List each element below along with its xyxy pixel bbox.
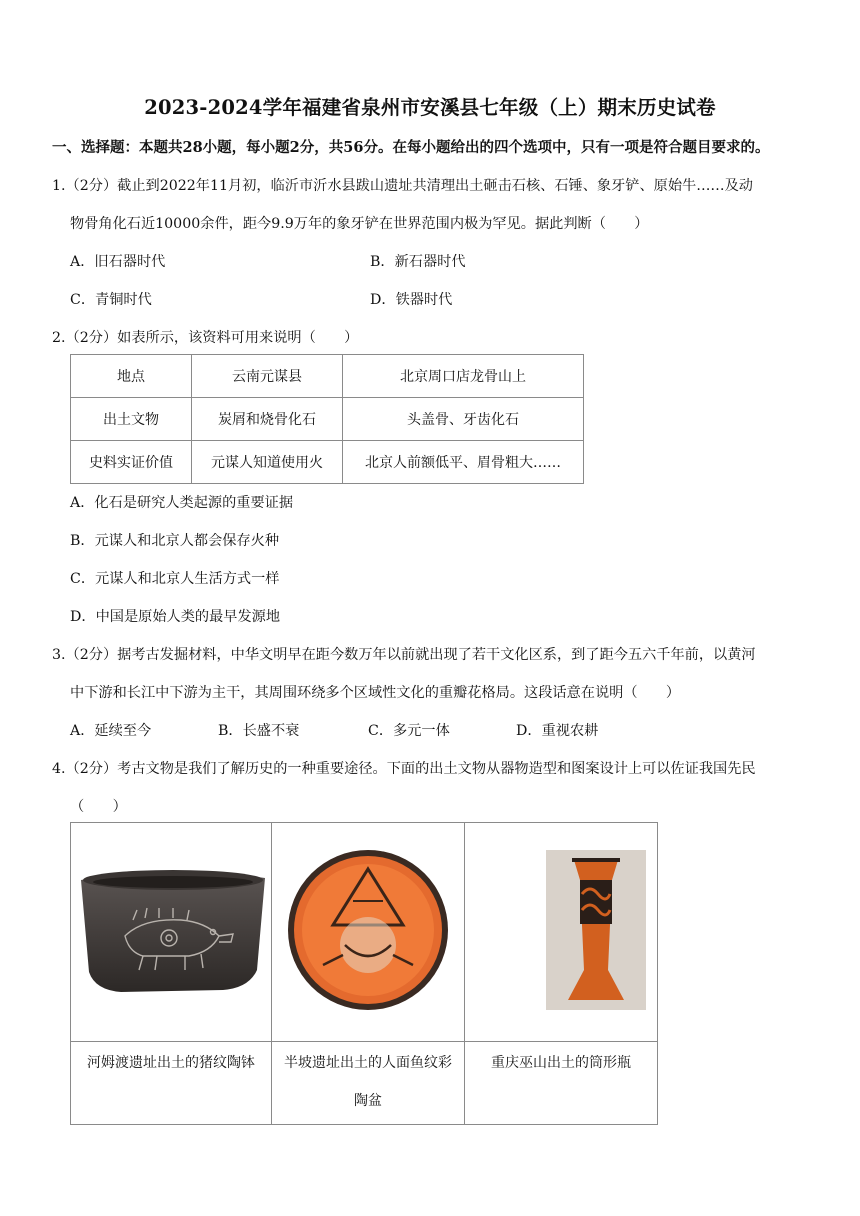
table-row bbox=[71, 355, 584, 398]
table-cell: 出土文物 bbox=[71, 398, 192, 441]
table-cell: 地点 bbox=[71, 355, 192, 398]
q1-option-c: C．青铜时代 bbox=[70, 292, 152, 308]
q3-option-a: A．延续至今 bbox=[70, 723, 152, 739]
table-cell bbox=[272, 823, 465, 1042]
q4-stem-line2: （ ） bbox=[70, 799, 127, 815]
table-cell: 炭屑和烧骨化石 bbox=[192, 398, 343, 441]
table-cell bbox=[71, 823, 272, 1042]
q4-stem-line1: 4.（2分）考古文物是我们了解历史的一种重要途径。下面的出土文物从器物造型和图案设计上可以佐证我国先民 bbox=[52, 761, 756, 777]
q3-stem-line2: 中下游和长江中下游为主干，其周围环绕多个区域性文化的重瓣花格局。这段话意在说明（ ） bbox=[70, 685, 681, 701]
q1-stem-line2: 物骨角化石近10000余件，距今9.9万年的象牙铲在世界范围内极为罕见。据此判断（ ） bbox=[70, 216, 649, 232]
q3-option-c: C．多元一体 bbox=[368, 723, 450, 739]
artifact-caption-3: 重庆巫山出土的筒形瓶 bbox=[491, 1055, 631, 1071]
artifact-caption-2: 半坡遗址出土的人面鱼纹彩 bbox=[284, 1055, 452, 1071]
q1-option-a: A．旧石器时代 bbox=[70, 254, 166, 270]
table-cell: 北京人前额低平、眉骨粗大…… bbox=[343, 441, 584, 484]
q2-stem: 2.（2分）如表所示，该资料可用来说明（ ） bbox=[52, 330, 359, 346]
pig-pattern-bowl-image bbox=[73, 860, 269, 1000]
q1-option-d: D．铁器时代 bbox=[370, 292, 453, 308]
q3-option-d: D．重视农耕 bbox=[516, 723, 599, 739]
section-heading: 一、选择题：本题共28小题，每小题2分，共56分。在每小题给出的四个选项中，只有一项是符合题目要求的。 bbox=[52, 139, 770, 156]
artifact-caption-2-cont: 陶盆 bbox=[354, 1093, 382, 1109]
q1-stem-line1: 1.（2分）截止到2022年11月初，临沂市沂水县跋山遗址共清理出土砸击石核、石锤、象牙铲、原始牛……及动 bbox=[52, 178, 753, 194]
table-cell: 头盖骨、牙齿化石 bbox=[343, 398, 584, 441]
table-row bbox=[71, 1042, 658, 1125]
q1-option-b: B．新石器时代 bbox=[370, 254, 466, 270]
q4-artifact-table bbox=[70, 822, 658, 1125]
q3-option-b: B．长盛不衰 bbox=[218, 723, 300, 739]
table-cell bbox=[465, 823, 658, 1042]
q2-option-d: D．中国是原始人类的最早发源地 bbox=[70, 609, 281, 625]
table-cell: 云南元谋县 bbox=[192, 355, 343, 398]
table-cell: 北京周口店龙骨山上 bbox=[343, 355, 584, 398]
exam-title: 2023-2024学年福建省泉州市安溪县七年级（上）期末历史试卷 bbox=[144, 96, 716, 119]
table-cell bbox=[71, 1042, 272, 1125]
q2-option-c: C．元谋人和北京人生活方式一样 bbox=[70, 571, 280, 587]
table-row bbox=[71, 823, 658, 1042]
fish-face-basin-image bbox=[283, 845, 453, 1015]
artifact-caption-1: 河姆渡遗址出土的猪纹陶钵 bbox=[87, 1055, 255, 1071]
q2-option-b: B．元谋人和北京人都会保存火种 bbox=[70, 533, 280, 549]
table-row bbox=[71, 398, 584, 441]
q3-stem-line1: 3.（2分）据考古发掘材料，中华文明早在距今数万年以前就出现了若干文化区系，到了距今五六千年前，以黄河 bbox=[52, 647, 756, 663]
cylindrical-vase-image bbox=[546, 850, 646, 1010]
table-cell: 元谋人知道使用火 bbox=[192, 441, 343, 484]
q2-option-a: A．化石是研究人类起源的重要证据 bbox=[70, 495, 294, 511]
table-cell bbox=[272, 1042, 465, 1125]
q2-table bbox=[70, 354, 584, 484]
table-row bbox=[71, 441, 584, 484]
table-cell bbox=[465, 1042, 658, 1125]
table-cell: 史料实证价值 bbox=[71, 441, 192, 484]
